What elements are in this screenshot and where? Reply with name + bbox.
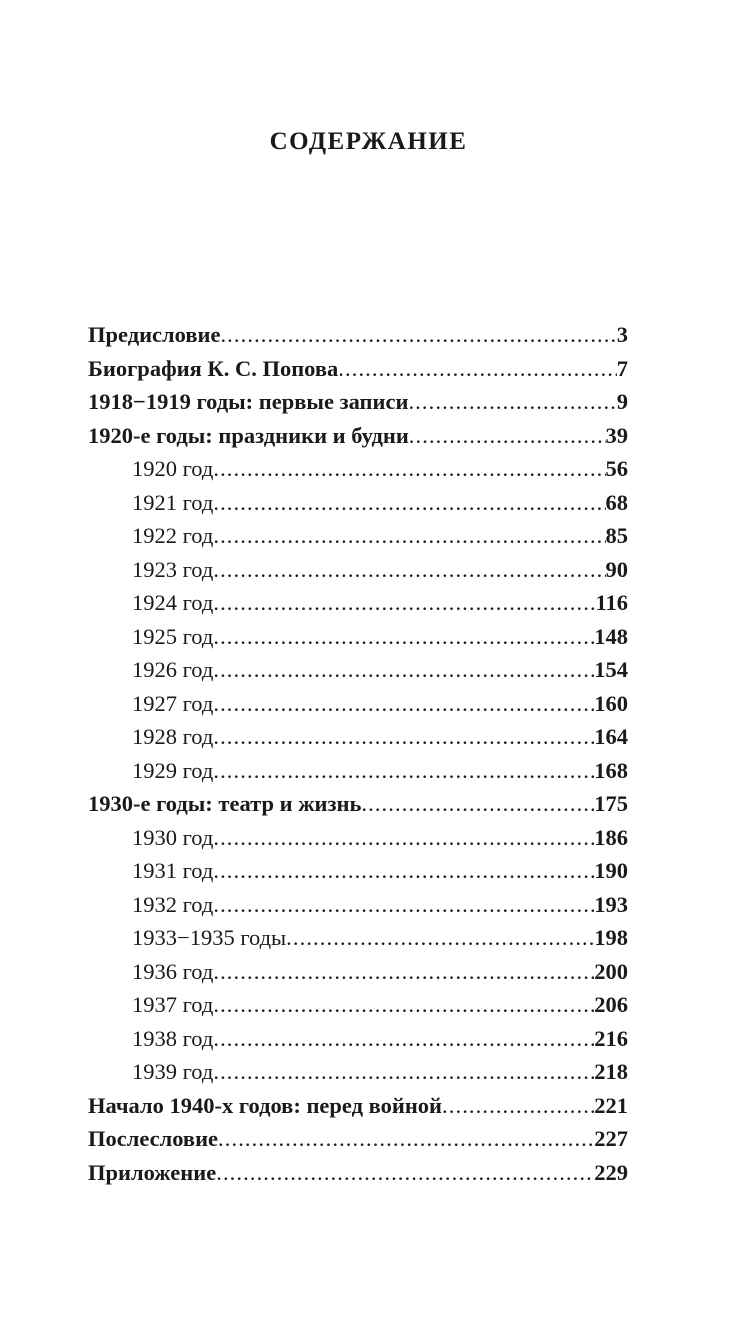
toc-entry-page-number: 85: [605, 523, 628, 548]
toc-entry-label: 1930 год: [132, 824, 214, 850]
toc-entry-page-number: 193: [594, 891, 628, 917]
toc-leader-dots: [409, 419, 606, 453]
toc-entry[interactable]: [88, 419, 628, 453]
toc-entry-label: 1936 год: [132, 958, 214, 984]
toc-entry[interactable]: [88, 586, 628, 620]
toc-entry[interactable]: [88, 1055, 628, 1089]
toc-entry-label: 1928 год: [132, 724, 214, 749]
toc-leader-dots: [213, 821, 594, 855]
toc-leader-dots: [213, 620, 594, 654]
toc-entry-label: Послесловие: [88, 1126, 219, 1151]
toc-entry-page-number: 190: [594, 858, 628, 883]
toc-leader-dots: [213, 687, 594, 721]
toc-leader-dots: [213, 486, 605, 520]
table-of-contents: [88, 318, 628, 1189]
toc-entry-label: 1938 год: [132, 1025, 214, 1051]
toc-entry-label: Приложение: [88, 1159, 217, 1185]
toc-entry-page-number: 116: [595, 590, 628, 615]
toc-entry-page-number: 229: [594, 1159, 628, 1185]
toc-entry-page-number: 168: [594, 757, 628, 783]
toc-entry-label: 1929 год: [132, 757, 214, 783]
toc-entry-label: Начало 1940-х годов: перед войной: [88, 1092, 443, 1118]
toc-entry-page-number: 68: [605, 489, 628, 515]
toc-entry-label: Биография К. С. Попова: [88, 355, 339, 381]
toc-leader-dots: [216, 1156, 594, 1190]
toc-leader-dots: [213, 955, 594, 989]
toc-entry-page-number: 216: [594, 1025, 628, 1051]
toc-leader-dots: [286, 921, 594, 955]
toc-entry-page-number: 3: [616, 322, 628, 347]
toc-leader-dots: [213, 1022, 594, 1056]
toc-entry[interactable]: [88, 720, 628, 754]
toc-entry[interactable]: [88, 988, 628, 1022]
toc-entry-label: 1918−1919 годы: первые записи: [88, 389, 409, 414]
toc-entry-label: 1924 год: [132, 590, 214, 615]
toc-entry[interactable]: [88, 452, 628, 486]
toc-entry-page-number: 90: [605, 556, 628, 582]
toc-leader-dots: [213, 586, 595, 620]
document-page: [0, 128, 737, 1328]
toc-entry-label: 1932 год: [132, 891, 214, 917]
toc-leader-dots: [213, 988, 594, 1022]
toc-entry-page-number: 154: [594, 657, 628, 682]
toc-entry[interactable]: [88, 921, 628, 955]
toc-leader-dots: [213, 519, 605, 553]
toc-entry[interactable]: [88, 687, 628, 721]
toc-entry[interactable]: [88, 888, 628, 922]
toc-leader-dots: [213, 754, 594, 788]
toc-leader-dots: [213, 720, 594, 754]
toc-entry-page-number: 160: [594, 690, 628, 716]
toc-entry[interactable]: [88, 754, 628, 788]
toc-entry-label: Предисловие: [88, 322, 221, 347]
toc-entry[interactable]: [88, 1122, 628, 1156]
toc-entry[interactable]: [88, 352, 628, 386]
toc-leader-dots: [220, 318, 616, 352]
toc-entry[interactable]: [88, 620, 628, 654]
toc-entry-page-number: 221: [594, 1092, 628, 1118]
toc-entry[interactable]: [88, 519, 628, 553]
toc-entry[interactable]: [88, 1156, 628, 1190]
toc-entry-label: 1933−1935 годы: [132, 925, 287, 950]
toc-entry-label: 1939 год: [132, 1059, 214, 1084]
toc-entry[interactable]: [88, 854, 628, 888]
toc-leader-dots: [338, 352, 616, 386]
toc-leader-dots: [218, 1122, 594, 1156]
toc-entry[interactable]: [88, 653, 628, 687]
toc-entry-page-number: 175: [594, 791, 628, 816]
toc-entry[interactable]: [88, 1089, 628, 1123]
toc-entry-page-number: 218: [594, 1059, 628, 1084]
toc-entry[interactable]: [88, 318, 628, 352]
toc-entry[interactable]: [88, 385, 628, 419]
toc-entry-page-number: 206: [594, 992, 628, 1017]
toc-entry-label: 1923 год: [132, 556, 214, 582]
toc-entry-page-number: 164: [594, 724, 628, 749]
toc-entry-label: 1931 год: [132, 858, 214, 883]
toc-entry[interactable]: [88, 787, 628, 821]
toc-entry-page-number: 198: [594, 925, 628, 950]
toc-entry-label: 1920-е годы: праздники и будни: [88, 422, 409, 448]
toc-entry-page-number: 148: [594, 623, 628, 649]
toc-entry-page-number: 9: [616, 389, 628, 414]
page-title: СОДЕРЖАНИЕ: [269, 128, 468, 155]
toc-leader-dots: [213, 888, 594, 922]
toc-entry-label: 1927 год: [132, 690, 214, 716]
toc-entry-label: 1926 год: [132, 657, 214, 682]
toc-leader-dots: [213, 553, 605, 587]
toc-entry-page-number: 186: [594, 824, 628, 850]
toc-entry-label: 1921 год: [132, 489, 214, 515]
toc-entry[interactable]: [88, 553, 628, 587]
toc-entry[interactable]: [88, 955, 628, 989]
toc-entry-label: 1922 год: [132, 523, 214, 548]
toc-entry[interactable]: [88, 821, 628, 855]
toc-leader-dots: [213, 653, 594, 687]
toc-entry-page-number: 7: [616, 355, 628, 381]
toc-entry-label: 1937 год: [132, 992, 214, 1017]
toc-entry-label: 1925 год: [132, 623, 214, 649]
toc-entry-page-number: 200: [594, 958, 628, 984]
toc-entry-page-number: 227: [594, 1126, 628, 1151]
toc-leader-dots: [213, 1055, 594, 1089]
toc-entry-page-number: 56: [605, 456, 628, 481]
toc-entry-label: 1930-е годы: театр и жизнь: [88, 791, 362, 816]
toc-leader-dots: [213, 854, 594, 888]
toc-entry[interactable]: [88, 486, 628, 520]
toc-entry-page-number: 39: [605, 422, 628, 448]
toc-leader-dots: [213, 452, 605, 486]
toc-entry[interactable]: [88, 1022, 628, 1056]
toc-leader-dots: [361, 787, 594, 821]
toc-leader-dots: [442, 1089, 594, 1123]
toc-entry-label: 1920 год: [132, 456, 214, 481]
toc-leader-dots: [408, 385, 616, 419]
